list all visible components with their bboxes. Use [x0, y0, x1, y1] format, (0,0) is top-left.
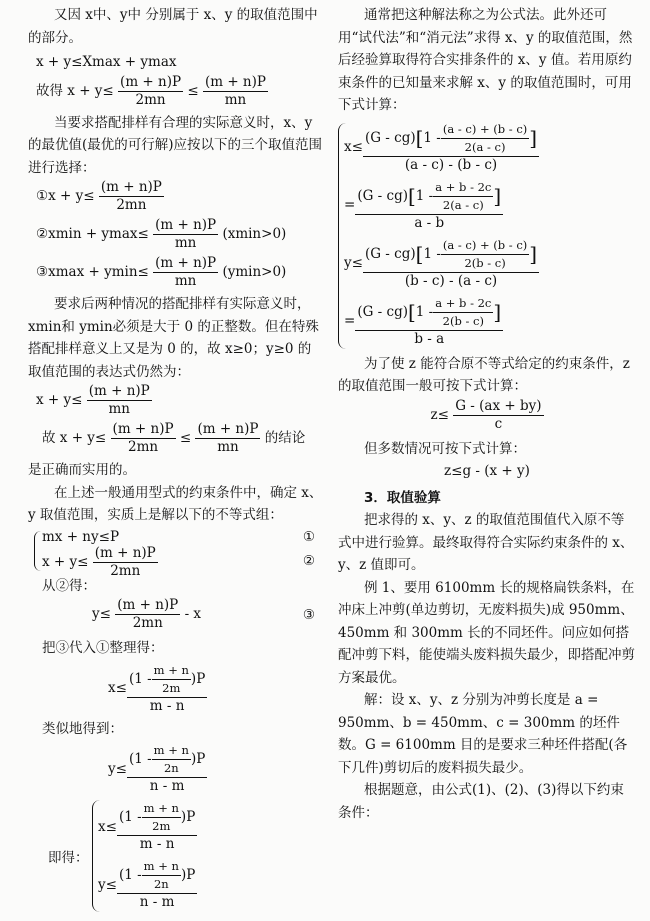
denominator: 2mn — [135, 91, 166, 108]
fraction — [153, 217, 218, 252]
eq-number-2: ② — [302, 552, 315, 569]
numerator: (G - cg) [ 1 - $\frac{a + b - 2c}{2(a - c)}$ ] — [355, 179, 503, 215]
denominator: mn — [224, 91, 247, 108]
g4-prefix: = — [344, 313, 356, 329]
inner-fraction — [152, 742, 191, 777]
paragraph-r6: 解：设 x、y、z 分别为冲剪长度是 a = 950mm、b = 450mm、c = 300mm 的坯件数。G = 6100mm 目的是要求三种坯件搭配(各下几件)剪切后的废料损失最少。 — [338, 692, 628, 776]
denominator: (a - c) - (b - c) — [404, 156, 498, 173]
inequality-2-prefix: x + y≤ — [42, 553, 89, 570]
denominator: mn — [108, 401, 130, 417]
inner-denominator: 2(a - c) — [464, 139, 506, 154]
denominator: 2mn — [110, 562, 141, 579]
inner-numerator: m + n — [142, 858, 181, 876]
inner-fraction — [441, 121, 529, 156]
denominator: c — [494, 415, 503, 432]
numerator: (G - cg) [ 1 - $\frac{(a - c) + (b - c)}{2(b - c)}$ ] — [363, 237, 539, 273]
final-x — [98, 800, 197, 853]
inner-fraction — [152, 662, 191, 697]
inner-denominator: 2(b - c) — [464, 255, 506, 270]
g3-num-a: (G - cg) — [364, 245, 416, 262]
numerator: (G - cg) [ 1 - $\frac{a + b - 2c}{2(b - c)}$ ] — [355, 295, 503, 331]
fraction — [93, 545, 158, 580]
denominator: mn — [174, 235, 197, 251]
inner-denominator: 2n — [163, 761, 179, 775]
formula-4 — [28, 597, 323, 637]
denominator: mn — [174, 273, 197, 289]
numerator: (m + n)P — [112, 421, 174, 437]
fraction — [111, 421, 176, 456]
paragraph-3: 要求后两种情况的搭配排样有实际意义时，xmin和 ymin必须是大于 0 的正整数。但在特殊搭配排样意义上又是为 0 的，故 x≥0；y≥0 的取值范围的表达式仍然为： — [28, 296, 319, 380]
condition-2-prefix: ②xmin + ymax≤ — [36, 226, 149, 242]
denominator: n - m — [149, 778, 185, 794]
g2-prefix: = — [344, 197, 356, 213]
g-formula-3 — [344, 237, 539, 290]
g-formula-4 — [344, 295, 503, 348]
fraction — [153, 255, 218, 290]
numerator: (m + n)P — [120, 73, 182, 90]
condition-1-prefix: ①x + y≤ — [36, 188, 95, 204]
inequality-2 — [42, 545, 158, 580]
numerator — [127, 742, 207, 778]
numerator: (G - cg) [ 1 - $\frac{(a - c) + (b - c)}{2(a - c)}$ ] — [363, 121, 539, 157]
condition-3 — [28, 255, 323, 293]
fraction — [363, 237, 539, 290]
formula-6-prefix: y≤ — [108, 760, 127, 777]
fraction — [117, 800, 197, 853]
fraction — [195, 421, 260, 456]
g3-prefix: y≤ — [344, 255, 363, 271]
paragraph-2: 当要求搭配排样有合理的实际意义时，x、y 的最优值(最优的可行解)应按以下的三个取值范围进行选择： — [28, 114, 323, 176]
fraction — [363, 121, 539, 174]
g-formula-1 — [344, 121, 539, 174]
final-system — [28, 798, 323, 916]
inner-numerator: m + n — [152, 662, 191, 680]
numerator: (m + n)P — [117, 597, 179, 613]
fraction — [355, 295, 503, 348]
section-heading-3: 3．取值验算 — [364, 489, 441, 506]
numerator: (m + n)P — [100, 179, 162, 195]
g1-num-a: (G - cg) — [364, 129, 416, 146]
paragraph-r5: 例 1、要用 6100mm 长的规格扁铁条料，在冲床上冲剪(单边剪切，无废料损失)成 950mm、450mm 和 300mm 长的不同坯件。问应如何搭配冲剪下料，能使端头废料损失最少，即搭配冲剪方案最优。 — [338, 579, 635, 686]
denominator: 2mn — [128, 439, 159, 455]
formula-1: x + y≤Xmax + ymax — [36, 54, 177, 70]
denominator: m - n — [149, 697, 185, 714]
fraction — [115, 597, 180, 632]
g1-num-b: 1 - — [423, 129, 441, 146]
denominator: m - n — [139, 836, 175, 852]
inner-fraction — [433, 179, 493, 214]
conclusion-prefix: 故 x + y≤ — [42, 430, 107, 446]
numerator: (m + n)P — [204, 73, 266, 90]
numerator — [127, 662, 207, 698]
z1-prefix: z≤ — [430, 406, 449, 423]
inner-denominator: 2(a - c) — [442, 197, 484, 212]
fraction — [117, 858, 197, 911]
paragraph-r2: 为了使 z 能符合原不等式给定的约束条件，z 的取值范围一般可按下式计算： — [338, 355, 630, 394]
inner-numerator: m + n — [142, 800, 181, 818]
g3-num-b: 1 - — [423, 245, 441, 262]
inner-numerator: m + n — [152, 742, 191, 760]
g2-num-a: (G - cg) — [357, 187, 408, 204]
condition-1 — [28, 179, 323, 217]
conclusion-end: 是正确而实用的。 — [28, 462, 136, 478]
close-part: )P — [180, 809, 196, 825]
paragraph-r7: 根据题意，由公式(1)、(2)、(3)得以下约束条件： — [338, 782, 624, 821]
close-part: )P — [180, 867, 196, 883]
condition-2 — [28, 217, 323, 255]
numerator: (m + n)P — [155, 255, 217, 271]
g2-num-b: 1 - — [415, 187, 434, 204]
condition-2-suffix: (xmin>0) — [222, 226, 287, 242]
formula-4-suffix: - x — [184, 606, 202, 622]
g4-num-a: (G - cg) — [357, 303, 408, 320]
paragraph-1: 又因 x中、y中 分别属于 x、y 的取值范围中的部分。 — [28, 7, 318, 46]
denominator: 2mn — [132, 615, 163, 631]
g-formula-block — [338, 121, 636, 353]
paragraph-r1: 通常把这种解法称之为公式法。此外还可用“试代法”和“消元法”求得 x、y 的取值范围，然后经验算取得符合实排条件的 x、y 值。若用原约束条件的已知量来求解 x、y 的取值范围时，可用下式计算： — [338, 7, 633, 113]
inner-fraction — [142, 858, 181, 893]
inner-numerator: a + b - 2c — [433, 295, 493, 313]
numerator: (m + n)P — [88, 383, 150, 399]
formula-3-prefix: x + y≤ — [36, 392, 83, 408]
final-y — [98, 858, 197, 911]
fraction — [453, 398, 543, 433]
formula-2 — [28, 74, 323, 112]
inner-numerator: (a - c) + (b - c) — [441, 237, 529, 255]
inner-fraction — [142, 800, 181, 835]
numerator: (m + n)P — [94, 544, 156, 561]
inner-denominator: 2m — [152, 819, 171, 833]
open-part: (1 - — [118, 867, 142, 883]
eq-number-3: ③ — [302, 607, 315, 623]
inequality-1: mx + ny≤P — [42, 528, 120, 545]
right-column — [338, 0, 636, 824]
formula-6 — [28, 740, 323, 798]
g-formula-2 — [344, 179, 503, 232]
paragraph-5: 在上述一般通用型式的约束条件中，确定 x、y 取值范围，实质上是解以下的不等式组： — [28, 484, 323, 523]
paragraph-r3: 但多数情况可按下式计算： — [364, 440, 526, 457]
fraction — [203, 74, 268, 109]
z-formula-1 — [338, 398, 636, 438]
formula-4-prefix: y≤ — [92, 606, 111, 622]
fraction — [99, 179, 164, 214]
denominator: 2mn — [116, 197, 147, 213]
numerator — [117, 800, 197, 836]
denominator: a - b — [414, 214, 445, 231]
inner-denominator: 2(b - c) — [442, 313, 484, 328]
g4-num-b: 1 - — [415, 303, 434, 320]
inner-denominator: 2n — [153, 877, 169, 891]
open-part: (1 - — [128, 670, 152, 687]
fraction — [118, 74, 183, 109]
denominator: mn — [217, 439, 239, 455]
left-column — [28, 0, 323, 916]
inequality-system — [28, 528, 323, 579]
fraction — [127, 662, 207, 715]
from-2-label: 从②得： — [42, 577, 96, 594]
numerator — [117, 858, 197, 894]
final-x-prefix: x≤ — [98, 818, 117, 835]
inner-numerator: a + b - 2c — [433, 179, 493, 197]
leq-sign: ≤ — [179, 430, 192, 446]
condition-3-prefix: ③xmax + ymin≤ — [36, 264, 149, 280]
open-part: (1 - — [128, 751, 152, 767]
conclusion-suffix: 的结论 — [264, 430, 306, 446]
fraction — [87, 383, 152, 418]
close-part: )P — [190, 751, 206, 767]
formula-5 — [28, 660, 323, 718]
close-part: )P — [190, 670, 206, 687]
g1-prefix: x≤ — [344, 139, 363, 155]
condition-3-suffix: (ymin>0) — [222, 264, 287, 280]
numerator: (m + n)P — [197, 421, 259, 437]
eq-number-1: ① — [302, 528, 315, 545]
z-formula-2: z≤g - (x + y) — [444, 463, 530, 479]
leq-sign: ≤ — [187, 82, 199, 99]
formula-3 — [28, 383, 323, 421]
denominator: b - a — [414, 330, 445, 347]
inner-denominator: 2m — [162, 680, 181, 695]
numerator: G - (ax + by) — [455, 397, 542, 414]
fraction — [355, 179, 503, 232]
paragraph-r4: 把求得的 x、y、z 的取值范围值代入原不等式中进行验算。最终取得符合实际约束条件的 x、y、z 值即可。 — [338, 512, 634, 573]
substitute-label: 把③代入①整理得： — [42, 640, 164, 656]
open-part: (1 - — [118, 809, 142, 825]
brace — [34, 531, 41, 571]
similar-label: 类似地得到： — [42, 720, 123, 737]
fraction — [127, 742, 207, 795]
formula-2-prefix: 故得 x + y≤ — [36, 82, 114, 99]
denominator: n - m — [139, 894, 175, 910]
conclusion-line — [28, 421, 323, 459]
inner-fraction — [441, 237, 529, 272]
inner-numerator: (a - c) + (b - c) — [441, 121, 529, 139]
formula-5-prefix: x≤ — [108, 680, 127, 696]
numerator: (m + n)P — [155, 217, 217, 233]
inner-fraction — [433, 295, 493, 330]
ji-de-label: 即得： — [48, 850, 89, 866]
denominator: (b - c) - (a - c) — [404, 272, 498, 289]
final-y-prefix: y≤ — [98, 876, 117, 893]
